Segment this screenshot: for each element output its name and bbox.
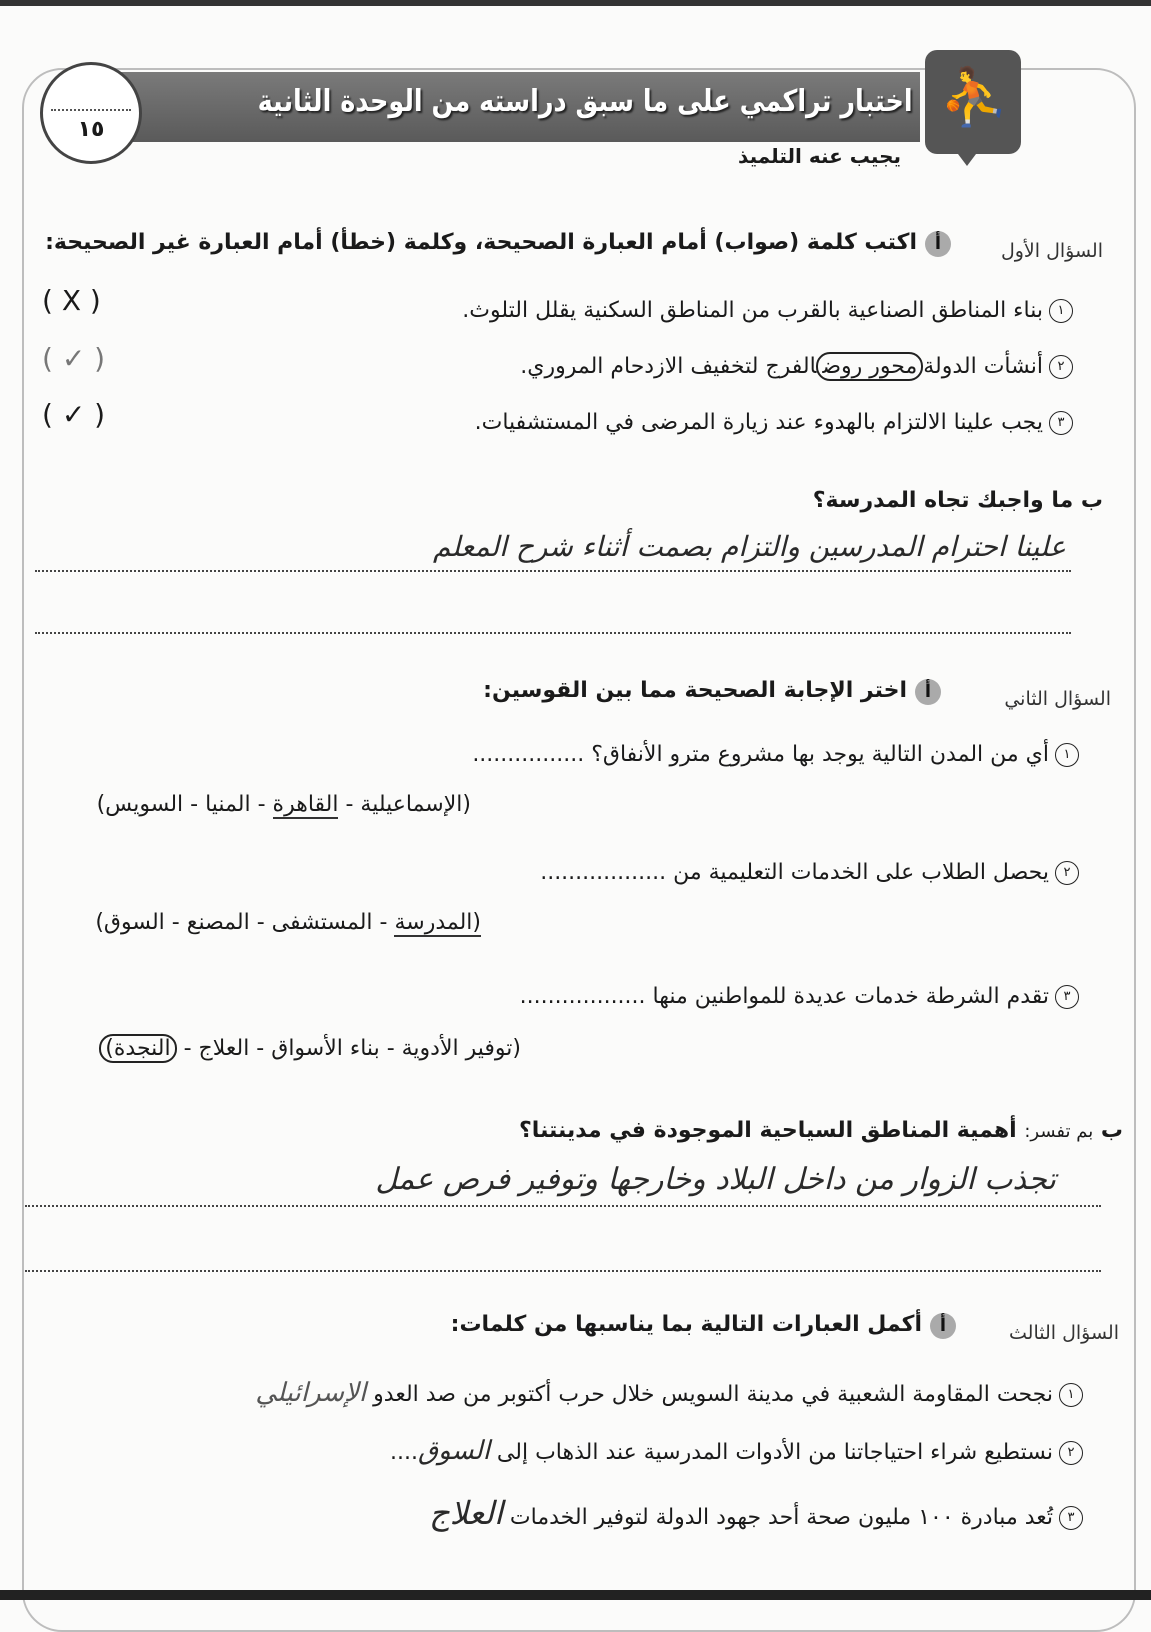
q2-item-2 — [540, 860, 1079, 885]
answer-line — [35, 632, 1071, 634]
item-text: يحصل الطلاب على الخدمات التعليمية من .................. — [540, 860, 1049, 885]
item-text: الفرج لتخفيف الازدحام المروري. — [520, 354, 817, 379]
handwritten-answer: السوق — [417, 1436, 490, 1466]
q1-instruction — [45, 230, 951, 257]
option: العلاج — [198, 1036, 250, 1061]
item-text: أي من المدن التالية يوجد بها مشروع مترو الأنفاق؟ ................ — [472, 742, 1049, 767]
q1-mark-3: ( ✓ ) — [42, 398, 106, 431]
item-text: بناء المناطق الصناعية بالقرب من المناطق السكنية يقلل التلوث. — [462, 298, 1043, 323]
q1-part-b — [813, 488, 1103, 513]
option: بناء الأسواق — [271, 1036, 380, 1061]
q3-item-2: ٢نستطيع شراء احتياجاتنا من الأدوات المدرسية عند الذهاب إلى السوق.... — [390, 1436, 1083, 1466]
scan-edge-bottom — [0, 1590, 1151, 1600]
q2-item-1 — [472, 742, 1079, 767]
circled-word: محور روض — [816, 352, 923, 381]
q2-label: السؤال الثاني — [1004, 688, 1111, 710]
item-text: يجب علينا الالتزام بالهدوء عند زيارة المرضى في المستشفيات. — [474, 410, 1043, 435]
item-text: تقدم الشرطة خدمات عديدة للمواطنين منها .................. — [519, 984, 1049, 1009]
option: المنيا — [205, 792, 251, 817]
answer-line — [25, 1205, 1101, 1207]
option: (الإسماعيلية — [360, 792, 471, 817]
q1-badge-b: ب — [1080, 488, 1103, 513]
logo-tail — [955, 150, 979, 166]
item-number: ١ — [1059, 1383, 1083, 1407]
q2-options-1: (الإسماعيلية - القاهرة - المنيا - السويس) — [96, 792, 471, 817]
q2-b-prefix: بم تفسر: — [1024, 1121, 1094, 1142]
option: السوق) — [95, 910, 165, 935]
score-total: ١٥ — [77, 117, 105, 142]
page-title: اختبار تراكمي على ما سبق دراسته من الوحدة الثانية — [258, 84, 913, 119]
item-number: ٢ — [1055, 861, 1079, 885]
q2-instruction — [483, 678, 941, 705]
q1-item-2 — [520, 354, 1073, 379]
q2-badge-a: أ — [915, 679, 941, 705]
q2-b-handwritten-answer: تجذب الزوار من داخل البلاد وخارجها وتوفير فرص عمل — [375, 1162, 1056, 1197]
q2-badge-b: ب — [1100, 1118, 1123, 1143]
score-circle — [40, 62, 142, 164]
item-number: ٣ — [1059, 1506, 1083, 1530]
item-number: ٢ — [1049, 355, 1073, 379]
q3-instruction-text: أكمل العبارات التالية بما يناسبها من كلمات: — [450, 1312, 922, 1337]
q2-b-question: أهمية المناطق السياحية الموجودة في مدينتنا؟ — [519, 1118, 1017, 1143]
q3-instruction — [451, 1312, 956, 1339]
kids-cheering-icon: ⛹ — [939, 65, 1009, 130]
item-number: ٣ — [1049, 411, 1073, 435]
option: (توفير الأدوية — [401, 1036, 521, 1061]
option-selected: النجدة) — [99, 1034, 176, 1063]
answer-line — [25, 1270, 1101, 1272]
q2-options-2: (المدرسة - المستشفى - المصنع - السوق) — [95, 910, 481, 935]
score-blank — [51, 109, 131, 111]
option: المستشفى — [271, 910, 373, 935]
item-number: ١ — [1055, 743, 1079, 767]
item-number: ١ — [1049, 299, 1073, 323]
item-number: ٢ — [1059, 1441, 1083, 1465]
q2-item-3 — [520, 984, 1079, 1009]
item-text: أنشأت الدولة — [923, 354, 1043, 379]
q3-badge-a: أ — [930, 1313, 956, 1339]
q2-part-b — [519, 1118, 1123, 1143]
q1-instruction-text: اكتب كلمة (صواب) أمام العبارة الصحيحة، وكلمة (خطأ) أمام العبارة غير الصحيحة: — [45, 230, 917, 255]
subtitle: يجيب عنه التلميذ — [738, 144, 901, 168]
q1-b-question: ما واجبك تجاه المدرسة؟ — [812, 488, 1074, 513]
q1-b-handwritten-answer: علينا احترام المدرسين والتزام بصمت أثناء شرح المعلم — [433, 530, 1066, 563]
answer-line — [35, 570, 1071, 572]
handwritten-answer: الإسرائيلي — [255, 1378, 367, 1408]
option-selected: (المدرسة — [394, 910, 481, 935]
q2-options-3: (توفير الأدوية - بناء الأسواق - العلاج - النجدة) — [99, 1036, 521, 1061]
logo — [925, 50, 1021, 154]
q3-item-1 — [255, 1378, 1083, 1408]
q1-badge-a: أ — [925, 231, 951, 257]
q3-label: السؤال الثالث — [1009, 1322, 1119, 1344]
item-text: نستطيع شراء احتياجاتنا من الأدوات المدرسية عند الذهاب إلى — [496, 1440, 1053, 1465]
option: المصنع — [186, 910, 250, 935]
item-text: نجحت المقاومة الشعبية في مدينة السويس خلال حرب أكتوبر من صد العدو — [373, 1382, 1053, 1407]
item-number: ٣ — [1055, 985, 1079, 1009]
scan-edge-top — [0, 0, 1151, 6]
q1-item-3 — [475, 410, 1073, 435]
handwritten-answer: العلاج — [429, 1494, 503, 1532]
item-text: تُعد مبادرة ١٠٠ مليون صحة أحد جهود الدولة لتوفير الخدمات — [509, 1505, 1053, 1530]
option-selected: القاهرة — [272, 792, 339, 817]
q1-mark-1: ( X ) — [42, 284, 101, 317]
q1-label: السؤال الأول — [1000, 240, 1103, 262]
q1-mark-2: ( ✓ ) — [42, 342, 106, 375]
q2-instruction-text: اختر الإجابة الصحيحة مما بين القوسين: — [483, 678, 907, 703]
option: السويس) — [96, 792, 184, 817]
q3-item-3 — [429, 1494, 1083, 1532]
q1-item-1 — [462, 298, 1073, 323]
